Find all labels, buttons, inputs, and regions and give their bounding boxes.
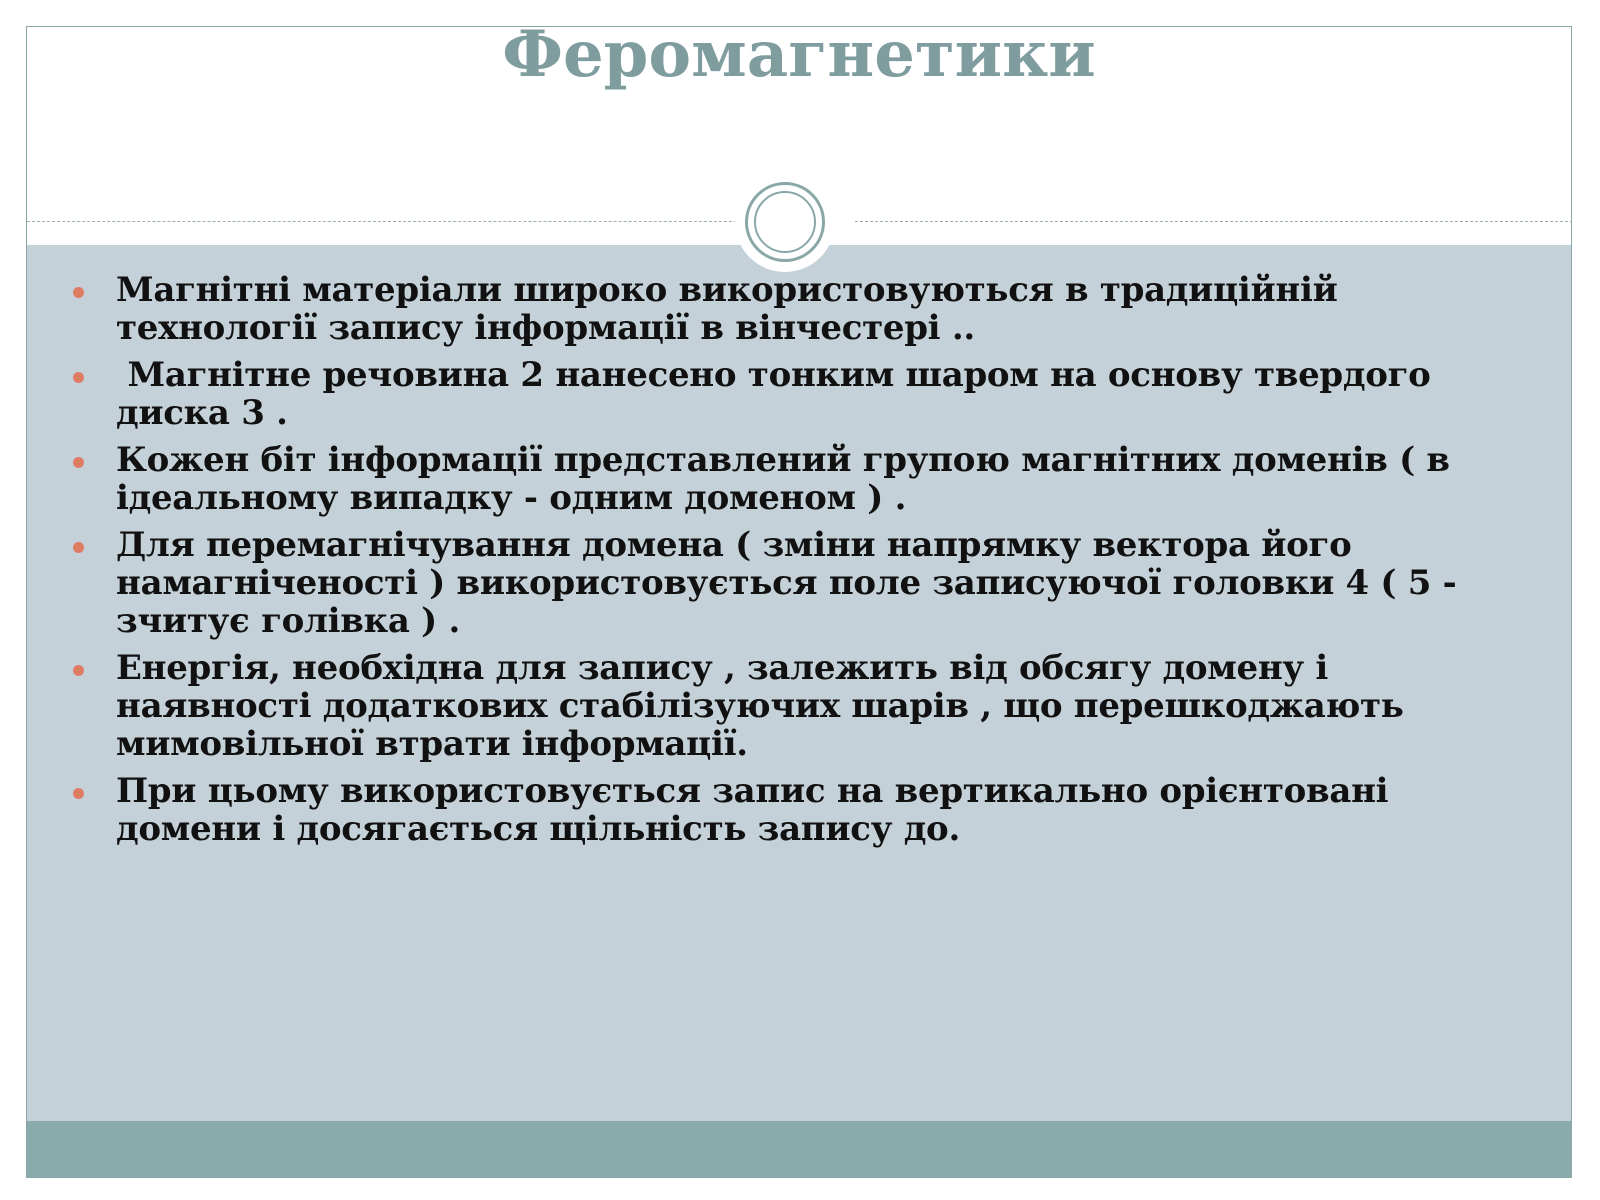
round-bullet-icon [73, 542, 84, 553]
bullet-text: Магнітне речовина 2 нанесено тонким шаром на основу твердого диска 3 . [116, 355, 1443, 433]
round-bullet-icon [73, 665, 84, 676]
bullet-item [27, 356, 1572, 432]
round-bullet-icon [73, 287, 84, 298]
bullet-text: При цьому використовується запис на вертикально орієнтовані домени і досягається щільність запису до. [116, 771, 1400, 849]
inner-circle-icon [754, 191, 816, 253]
bullet-text: Кожен біт інформації представлений групою магнітних доменів ( в ідеальному випадку - одним доменом ) . [116, 440, 1462, 518]
footer-band [27, 1121, 1571, 1177]
round-bullet-icon [73, 457, 84, 468]
round-bullet-icon [73, 372, 84, 383]
header-divider-right [855, 221, 1572, 222]
round-bullet-icon [73, 788, 84, 799]
header-divider-left [27, 221, 747, 222]
bullet-item [27, 649, 1572, 763]
bullet-list [27, 271, 1572, 857]
bullet-item [27, 772, 1572, 848]
bullet-text: Енергія, необхідна для запису , залежить від обсягу домену і наявності додаткових стабілізуючих шарів , що перешкоджають мимовільної втрати інформації. [116, 648, 1416, 764]
double-circle-icon [745, 182, 825, 262]
bullet-item [27, 271, 1572, 347]
bullet-text: Для перемагнічування домена ( зміни напрямку вектора його намагніченості ) використовується поле записуючої головки 4 ( 5 - зчитує голівка ) . [116, 525, 1468, 641]
bullet-text: Магнітні матеріали широко використовуються в традиційній технології запису інформації в вінчестері .. [116, 270, 1350, 348]
slide [26, 26, 1572, 1178]
slide-title: Феромагнетики [502, 26, 1096, 92]
bullet-item [27, 526, 1572, 640]
bullet-item [27, 441, 1572, 517]
